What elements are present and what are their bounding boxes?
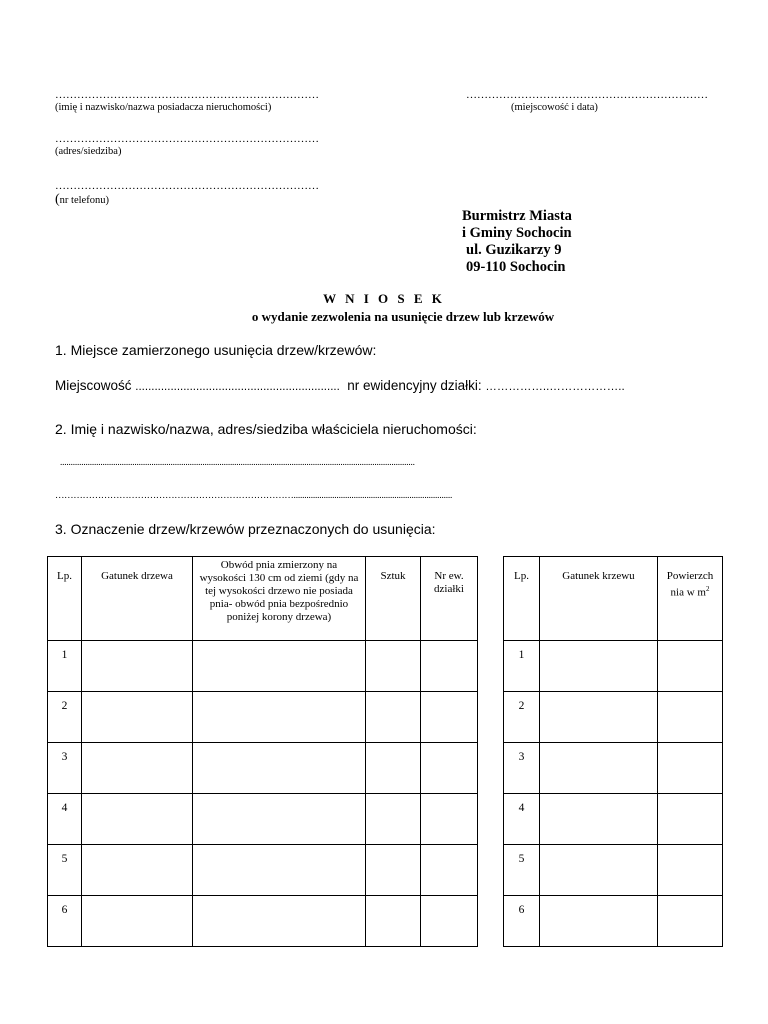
recipient-line3: ul. Guzikarzy 9 xyxy=(466,242,562,258)
cell-girth[interactable] xyxy=(193,896,366,947)
section3-heading: 3. Oznaczenie drzew/krzewów przeznaczonych do usunięcia: xyxy=(55,521,436,537)
cell-count[interactable] xyxy=(366,692,421,743)
cell-girth[interactable] xyxy=(193,692,366,743)
trees-header-girth: Obwód pnia zmierzony na wysokości 130 cm od ziemi (gdy na tej wysokości drzewo nie posiada pnia- obwód pnia bezpośrednio poniżej korony drzewa) xyxy=(193,557,366,641)
owner-dots[interactable]: ……………………………………………………………… xyxy=(55,89,319,101)
owner-input-line2[interactable]: …………………………………………………………………….......................................................................... xyxy=(55,491,453,501)
cell-girth[interactable] xyxy=(193,794,366,845)
row-number: 6 xyxy=(48,896,82,947)
cell-girth[interactable] xyxy=(193,743,366,794)
table-row xyxy=(48,743,478,794)
place-date-label: (miejscowość i data) xyxy=(511,102,598,113)
row-number: 5 xyxy=(48,845,82,896)
row-number: 3 xyxy=(504,743,540,794)
table-row xyxy=(504,641,723,692)
cell-count[interactable] xyxy=(366,794,421,845)
row-number: 4 xyxy=(48,794,82,845)
table-row xyxy=(48,641,478,692)
cell-plot[interactable] xyxy=(421,794,478,845)
shrubs-table xyxy=(503,556,723,947)
cell-area[interactable] xyxy=(658,641,723,692)
cell-shrub-species[interactable] xyxy=(540,896,658,947)
table-row xyxy=(504,743,723,794)
cell-species[interactable] xyxy=(82,794,193,845)
owner-label: (imię i nazwisko/nazwa posiadacza nieruchomości) xyxy=(55,102,272,113)
cell-girth[interactable] xyxy=(193,641,366,692)
document-title: W N I O S E K xyxy=(323,291,445,306)
row-number: 6 xyxy=(504,896,540,947)
address-label: (adres/siedziba) xyxy=(55,146,122,157)
section2-heading: 2. Imię i nazwisko/nazwa, adres/siedziba właściciela nieruchomości: xyxy=(55,421,477,437)
cell-shrub-species[interactable] xyxy=(540,794,658,845)
cell-species[interactable] xyxy=(82,692,193,743)
recipient-line4: 09-110 Sochocin xyxy=(466,259,566,275)
trees-header-lp: Lp. xyxy=(48,557,82,641)
cell-species[interactable] xyxy=(82,896,193,947)
cell-girth[interactable] xyxy=(193,845,366,896)
shrubs-header-lp: Lp. xyxy=(504,557,540,641)
area-unit-superscript: 2 xyxy=(705,585,710,593)
trees-header-species: Gatunek drzewa xyxy=(82,557,193,641)
cell-area[interactable] xyxy=(658,896,723,947)
cell-area[interactable] xyxy=(658,845,723,896)
cell-species[interactable] xyxy=(82,743,193,794)
cell-count[interactable] xyxy=(366,743,421,794)
trees-header-count: Sztuk xyxy=(366,557,421,641)
row-number: 2 xyxy=(504,692,540,743)
row-number: 1 xyxy=(48,641,82,692)
address-dots[interactable]: ……………………………………………………………… xyxy=(55,133,319,145)
phone-dots[interactable]: ……………………………………………………………… xyxy=(55,180,319,192)
phone-label xyxy=(55,194,109,207)
cell-plot[interactable] xyxy=(421,845,478,896)
owner-input-line1[interactable]: ....................................................................................................................................................................... xyxy=(60,458,415,468)
table-row xyxy=(48,845,478,896)
table-row xyxy=(504,794,723,845)
row-number: 5 xyxy=(504,845,540,896)
table-row xyxy=(48,794,478,845)
table-row xyxy=(48,896,478,947)
table-row xyxy=(504,845,723,896)
row-number: 2 xyxy=(48,692,82,743)
plot-input-dots[interactable]: ……………..……………….. xyxy=(485,381,625,393)
section1-heading: 1. Miejsce zamierzonego usunięcia drzew/krzewów: xyxy=(55,342,377,358)
cell-area[interactable] xyxy=(658,743,723,794)
shrubs-header-species: Gatunek krzewu xyxy=(540,557,658,641)
cell-count[interactable] xyxy=(366,845,421,896)
cell-shrub-species[interactable] xyxy=(540,641,658,692)
cell-plot[interactable] xyxy=(421,692,478,743)
cell-area[interactable] xyxy=(658,794,723,845)
cell-species[interactable] xyxy=(82,641,193,692)
cell-area[interactable] xyxy=(658,692,723,743)
place-date-dots[interactable]: ………………………………………………………… xyxy=(466,89,708,101)
trees-header-plot: Nr ew. działki xyxy=(421,557,478,641)
recipient-line2: i Gminy Sochocin xyxy=(462,225,572,241)
cell-count[interactable] xyxy=(366,896,421,947)
table-row xyxy=(504,692,723,743)
cell-shrub-species[interactable] xyxy=(540,845,658,896)
trees-table xyxy=(47,556,478,947)
cell-plot[interactable] xyxy=(421,641,478,692)
cell-plot[interactable] xyxy=(421,896,478,947)
recipient-line1: Burmistrz Miasta xyxy=(462,208,572,224)
trees-table-header xyxy=(48,557,478,641)
cell-shrub-species[interactable] xyxy=(540,692,658,743)
plot-label: nr ewidencyjny działki: xyxy=(347,378,482,393)
row-number: 3 xyxy=(48,743,82,794)
cell-plot[interactable] xyxy=(421,743,478,794)
document-subtitle: o wydanie zezwolenia na usunięcie drzew lub krzewów xyxy=(251,309,555,324)
cell-shrub-species[interactable] xyxy=(540,743,658,794)
shrubs-header-area: Powierzchnia w $m^2$ xyxy=(658,557,723,641)
cell-count[interactable] xyxy=(366,641,421,692)
row-number: 4 xyxy=(504,794,540,845)
table-row xyxy=(48,692,478,743)
phone-paren: ( xyxy=(55,192,60,207)
cell-species[interactable] xyxy=(82,845,193,896)
place-input-dots[interactable]: ................................................................ xyxy=(135,381,340,393)
place-label: Miejscowość xyxy=(55,378,132,393)
section1-fields xyxy=(55,378,625,393)
shrubs-table-header xyxy=(504,557,723,641)
table-row xyxy=(504,896,723,947)
phone-label-text: nr telefonu) xyxy=(59,195,109,206)
row-number: 1 xyxy=(504,641,540,692)
